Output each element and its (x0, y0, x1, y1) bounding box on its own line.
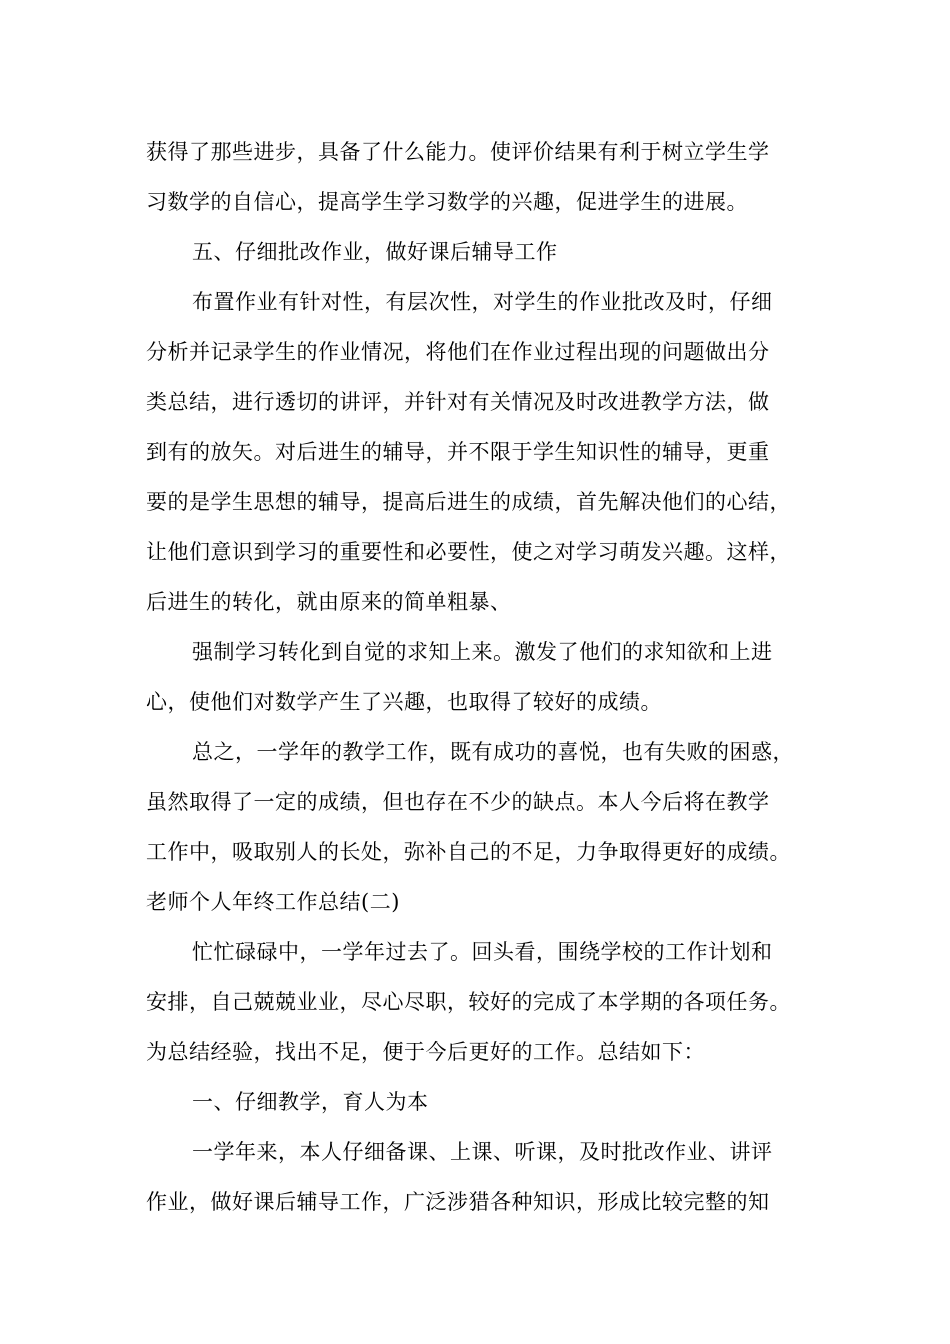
text-line: 分析并记录学生的作业情况，将他们在作业过程出现的问题做出分 (146, 340, 770, 364)
text-line: 总之，一学年的教学工作，既有成功的喜悦，也有失败的困惑， (192, 740, 794, 764)
section-heading-5: 五、仔细批改作业，做好课后辅导工作 (192, 240, 558, 264)
text-line: 要的是学生思想的辅导，提高后进生的成绩，首先解决他们的心结， (146, 490, 791, 514)
document-body (146, 127, 836, 1227)
text-line: 工作中，吸取别人的长处，弥补自己的不足，力争取得更好的成绩。 (146, 840, 791, 864)
text-line: 心，使他们对数学产生了兴趣，也取得了较好的成绩。 (146, 690, 662, 714)
text-line: 让他们意识到学习的重要性和必要性，使之对学习萌发兴趣。这样， (146, 540, 791, 564)
text-line: 后进生的转化，就由原来的简单粗暴、 (146, 590, 512, 614)
text-line: 为总结经验，找出不足，便于今后更好的工作。总结如下： (146, 1040, 705, 1064)
text-line: 习数学的自信心，提高学生学习数学的兴趣，促进学生的进展。 (146, 190, 748, 214)
document-subtitle: 老师个人年终工作总结(二) (146, 890, 400, 914)
text-line: 类总结，进行透切的讲评，并针对有关情况及时改进教学方法，做 (146, 390, 770, 414)
text-line: 安排，自己兢兢业业，尽心尽职，较好的完成了本学期的各项任务。 (146, 990, 791, 1014)
text-line: 作业，做好课后辅导工作，广泛涉猎各种知识，形成比较完整的知 (146, 1190, 770, 1214)
text-line: 到有的放矢。对后进生的辅导，并不限于学生知识性的辅导，更重 (146, 440, 770, 464)
section-heading-1: 一、仔细教学，育人为本 (192, 1090, 429, 1114)
text-line: 强制学习转化到自觉的求知上来。激发了他们的求知欲和上进 (192, 640, 773, 664)
text-line: 一学年来，本人仔细备课、上课、听课，及时批改作业、讲评 (192, 1140, 773, 1164)
text-line: 虽然取得了一定的成绩，但也存在不少的缺点。本人今后将在教学 (146, 790, 770, 814)
text-line: 获得了那些进步，具备了什么能力。使评价结果有利于树立学生学 (146, 140, 770, 164)
text-line: 布置作业有针对性，有层次性，对学生的作业批改及时，仔细 (192, 290, 773, 314)
text-line: 忙忙碌碌中，一学年过去了。回头看，围绕学校的工作计划和 (192, 940, 773, 964)
